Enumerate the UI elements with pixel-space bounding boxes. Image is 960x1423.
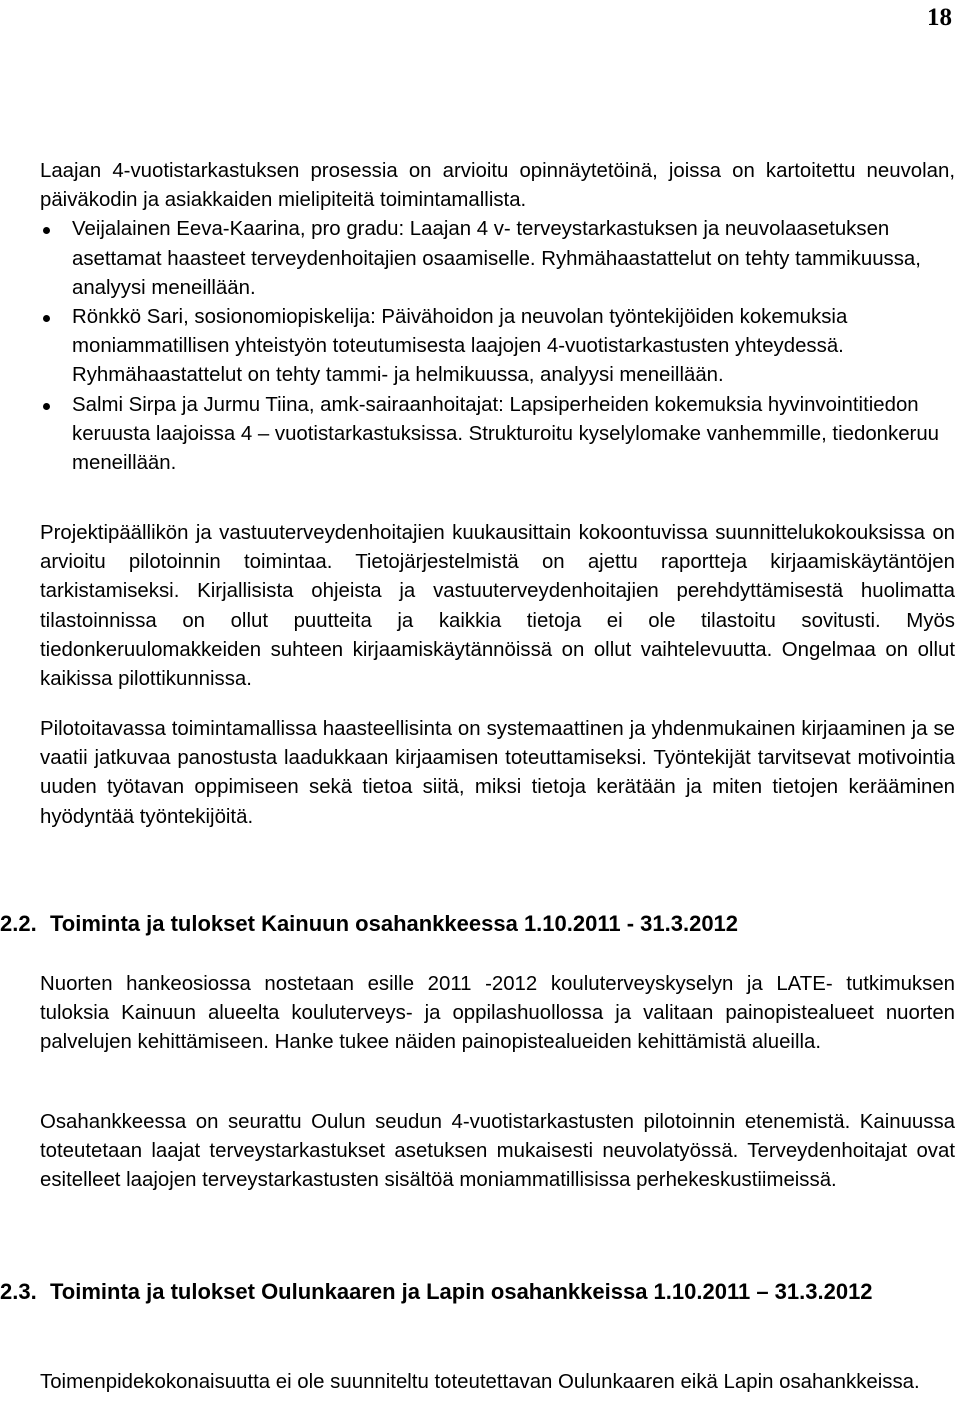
section-number: 2.2. — [0, 911, 37, 936]
list-item — [40, 215, 955, 303]
intro-paragraph: Laajan 4-vuotistarkastuksen prosessia on arvioitu opinnäytetöinä, joissa on kartoitettu neuvolan, päiväkodin ja asiakkaiden mielipiteitä toimintamallista. — [40, 160, 955, 212]
bullet-icon — [43, 315, 50, 322]
page-number: 18 — [927, 4, 952, 31]
section-title: Toiminta ja tulokset Kainuun osahankkeessa 1.10.2011 - 31.3.2012 — [50, 911, 739, 936]
bullet-icon — [43, 403, 50, 410]
paragraph: Pilotoitavassa toimintamallissa haasteellisinta on systemaattinen ja yhdenmukainen kirjaaminen ja se vaatii jatkuvaa panostusta laadukkaan kirjaamisen toteuttamiseksi. Työntekijät tarvitsevat motivointia uuden työtavan oppimiseen sekä tietoa siitä, miksi tietoja kerätään ja miten tietojen kerääminen hyödyntää työntekijöitä. — [40, 718, 955, 828]
paragraph-block — [40, 715, 955, 832]
paragraph-block — [40, 970, 955, 1058]
list-item-text: Veijalainen Eeva-Kaarina, pro gradu: Laajan 4 v- terveystarkastuksen ja neuvolaasetuksen asettamat haasteet terveydenhoitajien osaamiselle. Ryhmähaastattelut on tehty tammikuussa, analyysi meneillään. — [72, 218, 921, 299]
bullet-icon — [43, 227, 50, 234]
list-item-text: Salmi Sirpa ja Jurmu Tiina, amk-sairaanhoitajat: Lapsiperheiden kokemuksia hyvinvointitiedon keruusta laajoissa 4 – vuotistarkastuksissa. Strukturoitu kyselylomake vanhemmille, tiedonkeruu meneillään. — [72, 393, 940, 475]
paragraph-block — [40, 1368, 955, 1397]
thesis-list — [40, 215, 955, 478]
section-title: Toiminta ja tulokset Oulunkaaren ja Lapin osahankkeissa 1.10.2011 – 31.3.2012 — [50, 1279, 873, 1304]
list-item-text: Rönkkö Sari, sosionomiopiskelija: Päivähoidon ja neuvolan työntekijöiden kokemuksia moniammatillisen yhteistyön toteutumisesta laajojen 4-vuotistarkastusten yhteydessä. Ryhmähaastattelut on tehty tammi- ja helmikuussa, analyysi meneillään. — [72, 306, 848, 387]
list-item — [40, 303, 955, 391]
section-number: 2.3. — [0, 1279, 37, 1304]
paragraph: Toimenpidekokonaisuutta ei ole suunniteltu toteutettavan Oulunkaaren eikä Lapin osahankkeissa. — [40, 1371, 920, 1393]
paragraph: Osahankkeessa on seurattu Oulun seudun 4-vuotistarkastusten pilotoinnin etenemistä. Kainuussa toteutetaan laajat terveystarkastukset asetuksen mukaisesti neuvolatyössä. Terveydenhoitajat ovat esitelleet laajojen terveystarkastusten sisältöä moniammatillisissa perhekeskustiimeissä. — [40, 1111, 955, 1192]
list-item — [40, 391, 955, 479]
intro-block — [40, 157, 955, 478]
paragraph-block — [40, 1108, 955, 1196]
paragraph: Projektipäällikön ja vastuuterveydenhoitajien kuukausittain kokoontuvissa suunnittelukokouksissa on arvioitu pilotoinnin toimintaa. Tietojärjestelmistä on ajettu raportteja kirjaamiskäytäntöjen tarkistamiseksi. Kirjallisista ohjeista ja vastuuterveydenhoitajien perehdyttämisestä huolimatta tilastoinnissa on ollut puutteita ja kaikkia tietoja ei ole tilastoitu sovitusti. Myös tiedonkeruulomakkeiden suhteen kirjaamiskäytännöissä on ollut vaihtelevuutta. Ongelmaa on ollut kaikissa pilottikunnissa. — [40, 522, 955, 691]
paragraph-block — [40, 519, 955, 694]
paragraph: Nuorten hankeosiossa nostetaan esille 2011 -2012 kouluterveyskyselyn ja LATE- tutkimuksen tuloksia Kainuun alueelta kouluterveys- ja oppilashuollossa ja valitaan painopistealueet nuorten palvelujen kehittämiseen. Hanke tukee näiden painopistealueiden kehittämistä alueilla. — [40, 973, 955, 1054]
